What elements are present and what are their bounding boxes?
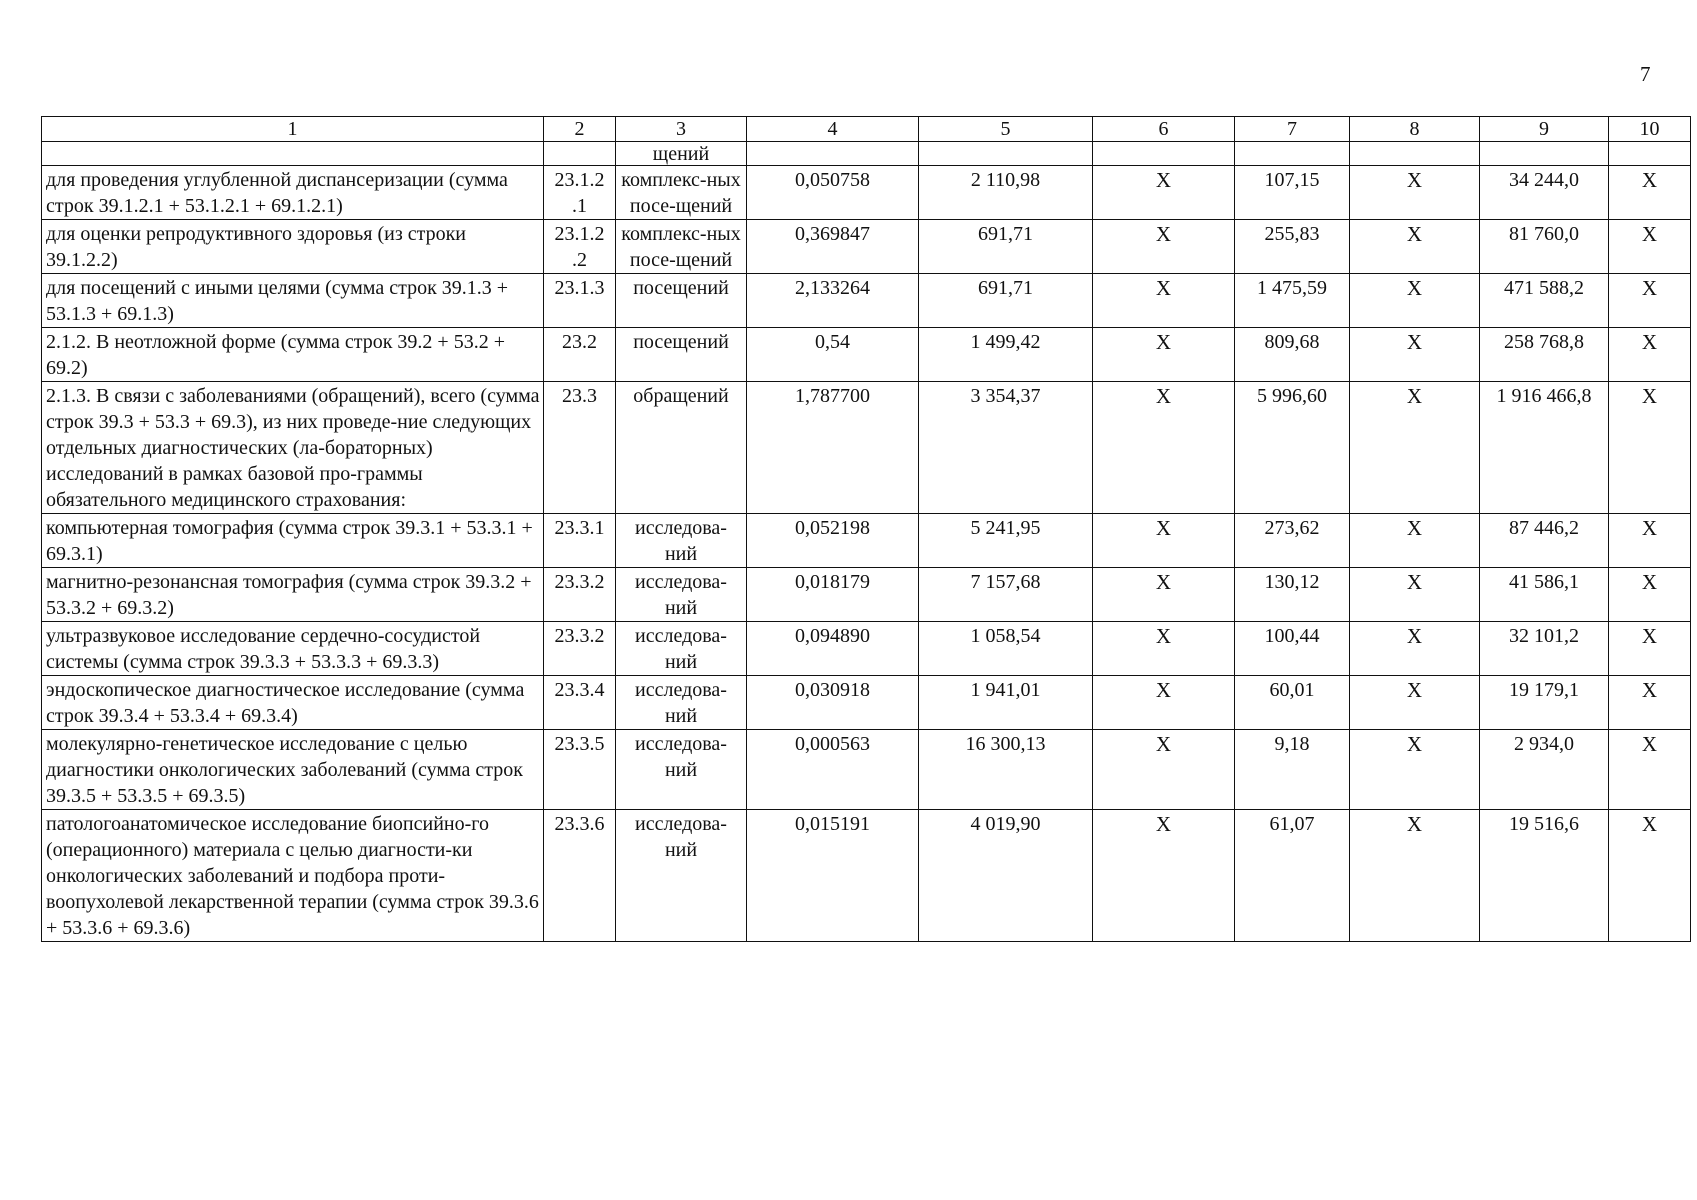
cell-col9: 87 446,2 [1480, 514, 1609, 568]
cell-code: 23.3.1 [544, 514, 616, 568]
cell-col5: 1 499,42 [919, 328, 1093, 382]
cell-col4: 0,015191 [747, 810, 919, 942]
cell-col4 [747, 142, 919, 166]
table-row [42, 382, 1691, 514]
header-cell: 1 [42, 117, 544, 142]
cell-col7: 255,83 [1235, 220, 1350, 274]
cell-col6: X [1093, 676, 1235, 730]
cell-unit: исследова-ний [616, 514, 747, 568]
cell-col10: X [1609, 220, 1691, 274]
table-row [42, 328, 1691, 382]
cell-col9: 32 101,2 [1480, 622, 1609, 676]
cell-col6 [1093, 142, 1235, 166]
table-row [42, 810, 1691, 942]
cell-col4: 0,052198 [747, 514, 919, 568]
cell-unit: исследова-ний [616, 568, 747, 622]
cell-col5: 1 941,01 [919, 676, 1093, 730]
cell-col4: 0,030918 [747, 676, 919, 730]
cell-col6: X [1093, 730, 1235, 810]
table-row [42, 730, 1691, 810]
cell-name: 2.1.2. В неотложной форме (сумма строк 39.2 + 53.2 + 69.2) [42, 328, 544, 382]
cell-code: 23.2 [544, 328, 616, 382]
cell-unit: комплекс-ных посе-щений [616, 166, 747, 220]
cell-col7: 809,68 [1235, 328, 1350, 382]
cell-col5: 691,71 [919, 274, 1093, 328]
cell-col5: 2 110,98 [919, 166, 1093, 220]
cell-name: патологоанатомическое исследование биопсийно-го (операционного) материала с целью диагности-ки онкологических заболеваний и подбора проти-воопухолевой лекарственной терапии (сумма строк 39.3.6 + 53.3.6 + 69.3.6) [42, 810, 544, 942]
cell-col8: X [1350, 382, 1480, 514]
cell-code: 23.3.6 [544, 810, 616, 942]
cell-col8: X [1350, 514, 1480, 568]
cell-col5: 16 300,13 [919, 730, 1093, 810]
cell-col5: 7 157,68 [919, 568, 1093, 622]
cell-col6: X [1093, 622, 1235, 676]
header-cell: 3 [616, 117, 747, 142]
cell-name: 2.1.3. В связи с заболеваниями (обращений), всего (сумма строк 39.3 + 53.3 + 69.3), из них проведе-ние следующих отдельных диагностических (ла-бораторных) исследований в рамках базовой про-граммы обязательного медицинского страхования: [42, 382, 544, 514]
cell-unit: обращений [616, 382, 747, 514]
cell-col5 [919, 142, 1093, 166]
cell-col8: X [1350, 568, 1480, 622]
cell-col9: 1 916 466,8 [1480, 382, 1609, 514]
cell-col9: 2 934,0 [1480, 730, 1609, 810]
cell-unit: комплекс-ных посе-щений [616, 220, 747, 274]
cell-unit: посещений [616, 274, 747, 328]
cell-col7: 9,18 [1235, 730, 1350, 810]
continuation-row [42, 142, 1691, 166]
cell-code: 23.3.4 [544, 676, 616, 730]
cell-col6: X [1093, 328, 1235, 382]
cell-name: ультразвуковое исследование сердечно-сосудистой системы (сумма строк 39.3.3 + 53.3.3 + 69.3.3) [42, 622, 544, 676]
cell-col7: 61,07 [1235, 810, 1350, 942]
cell-col7: 1 475,59 [1235, 274, 1350, 328]
cell-col7: 273,62 [1235, 514, 1350, 568]
header-row [42, 117, 1691, 142]
cell-col8: X [1350, 622, 1480, 676]
cell-col5: 5 241,95 [919, 514, 1093, 568]
cell-col10: X [1609, 810, 1691, 942]
cell-col5: 4 019,90 [919, 810, 1093, 942]
cell-col7 [1235, 142, 1350, 166]
cell-col4: 0,369847 [747, 220, 919, 274]
cell-unit: посещений [616, 328, 747, 382]
header-cell: 10 [1609, 117, 1691, 142]
cell-col4: 1,787700 [747, 382, 919, 514]
cell-col6: X [1093, 220, 1235, 274]
cell-col5: 691,71 [919, 220, 1093, 274]
cell-col10: X [1609, 730, 1691, 810]
table-row [42, 622, 1691, 676]
cell-col8: X [1350, 730, 1480, 810]
cell-code: 23.1.2 .1 [544, 166, 616, 220]
cell-col10: X [1609, 622, 1691, 676]
cell-col9: 41 586,1 [1480, 568, 1609, 622]
header-cell: 4 [747, 117, 919, 142]
page-number: 7 [1640, 62, 1651, 86]
cell-col4: 0,000563 [747, 730, 919, 810]
cell-unit: щений [616, 142, 747, 166]
cell-code [544, 142, 616, 166]
cell-col4: 0,54 [747, 328, 919, 382]
header-cell: 2 [544, 117, 616, 142]
cell-col6: X [1093, 514, 1235, 568]
cell-code: 23.3.2 [544, 568, 616, 622]
cell-name: для проведения углубленной диспансеризации (сумма строк 39.1.2.1 + 53.1.2.1 + 69.1.2.1) [42, 166, 544, 220]
cell-col9: 81 760,0 [1480, 220, 1609, 274]
cell-col9: 471 588,2 [1480, 274, 1609, 328]
cell-name: для посещений с иными целями (сумма строк 39.1.3 + 53.1.3 + 69.1.3) [42, 274, 544, 328]
cell-col7: 60,01 [1235, 676, 1350, 730]
cell-col6: X [1093, 166, 1235, 220]
cell-col8: X [1350, 274, 1480, 328]
table-row [42, 676, 1691, 730]
header-cell: 9 [1480, 117, 1609, 142]
cell-col10: X [1609, 514, 1691, 568]
cell-col9: 19 516,6 [1480, 810, 1609, 942]
cell-col7: 100,44 [1235, 622, 1350, 676]
cell-unit: исследова-ний [616, 622, 747, 676]
cell-col8: X [1350, 810, 1480, 942]
cell-col7: 130,12 [1235, 568, 1350, 622]
cell-name: компьютерная томография (сумма строк 39.3.1 + 53.3.1 + 69.3.1) [42, 514, 544, 568]
header-cell: 5 [919, 117, 1093, 142]
table-row [42, 568, 1691, 622]
cell-col5: 3 354,37 [919, 382, 1093, 514]
header-cell: 8 [1350, 117, 1480, 142]
cell-code: 23.1.2 .2 [544, 220, 616, 274]
cell-code: 23.3.2 [544, 622, 616, 676]
cell-code: 23.1.3 [544, 274, 616, 328]
cell-col6: X [1093, 274, 1235, 328]
cell-col8: X [1350, 328, 1480, 382]
cell-col10: X [1609, 382, 1691, 514]
cell-col8 [1350, 142, 1480, 166]
cell-col10: X [1609, 676, 1691, 730]
cell-col9: 34 244,0 [1480, 166, 1609, 220]
cell-col4: 0,094890 [747, 622, 919, 676]
cell-unit: исследова-ний [616, 730, 747, 810]
cell-col10: X [1609, 274, 1691, 328]
cell-col4: 0,050758 [747, 166, 919, 220]
cell-name: магнитно-резонансная томография (сумма строк 39.3.2 + 53.3.2 + 69.3.2) [42, 568, 544, 622]
cell-col8: X [1350, 676, 1480, 730]
cell-name: эндоскопическое диагностическое исследование (сумма строк 39.3.4 + 53.3.4 + 69.3.4) [42, 676, 544, 730]
cell-col10: X [1609, 166, 1691, 220]
table-row [42, 166, 1691, 220]
cell-col10: X [1609, 328, 1691, 382]
cell-unit: исследова-ний [616, 810, 747, 942]
cell-col10 [1609, 142, 1691, 166]
cell-col7: 107,15 [1235, 166, 1350, 220]
cell-col9 [1480, 142, 1609, 166]
cell-col8: X [1350, 166, 1480, 220]
table-body [42, 142, 1691, 942]
cell-col6: X [1093, 568, 1235, 622]
cell-code: 23.3 [544, 382, 616, 514]
header-cell: 7 [1235, 117, 1350, 142]
cell-unit: исследова-ний [616, 676, 747, 730]
cell-name: молекулярно-генетическое исследование с целью диагностики онкологических заболеваний (сумма строк 39.3.5 + 53.3.5 + 69.3.5) [42, 730, 544, 810]
header-cell: 6 [1093, 117, 1235, 142]
table-row [42, 514, 1691, 568]
cell-col4: 2,133264 [747, 274, 919, 328]
cell-col9: 258 768,8 [1480, 328, 1609, 382]
cell-col9: 19 179,1 [1480, 676, 1609, 730]
cell-col8: X [1350, 220, 1480, 274]
cell-name: для оценки репродуктивного здоровья (из строки 39.1.2.2) [42, 220, 544, 274]
cell-col7: 5 996,60 [1235, 382, 1350, 514]
cell-col6: X [1093, 810, 1235, 942]
table-row [42, 274, 1691, 328]
cell-col6: X [1093, 382, 1235, 514]
cell-col10: X [1609, 568, 1691, 622]
table-row [42, 220, 1691, 274]
cell-col4: 0,018179 [747, 568, 919, 622]
cell-col5: 1 058,54 [919, 622, 1093, 676]
data-table [41, 116, 1691, 942]
cell-code: 23.3.5 [544, 730, 616, 810]
cell-name [42, 142, 544, 166]
